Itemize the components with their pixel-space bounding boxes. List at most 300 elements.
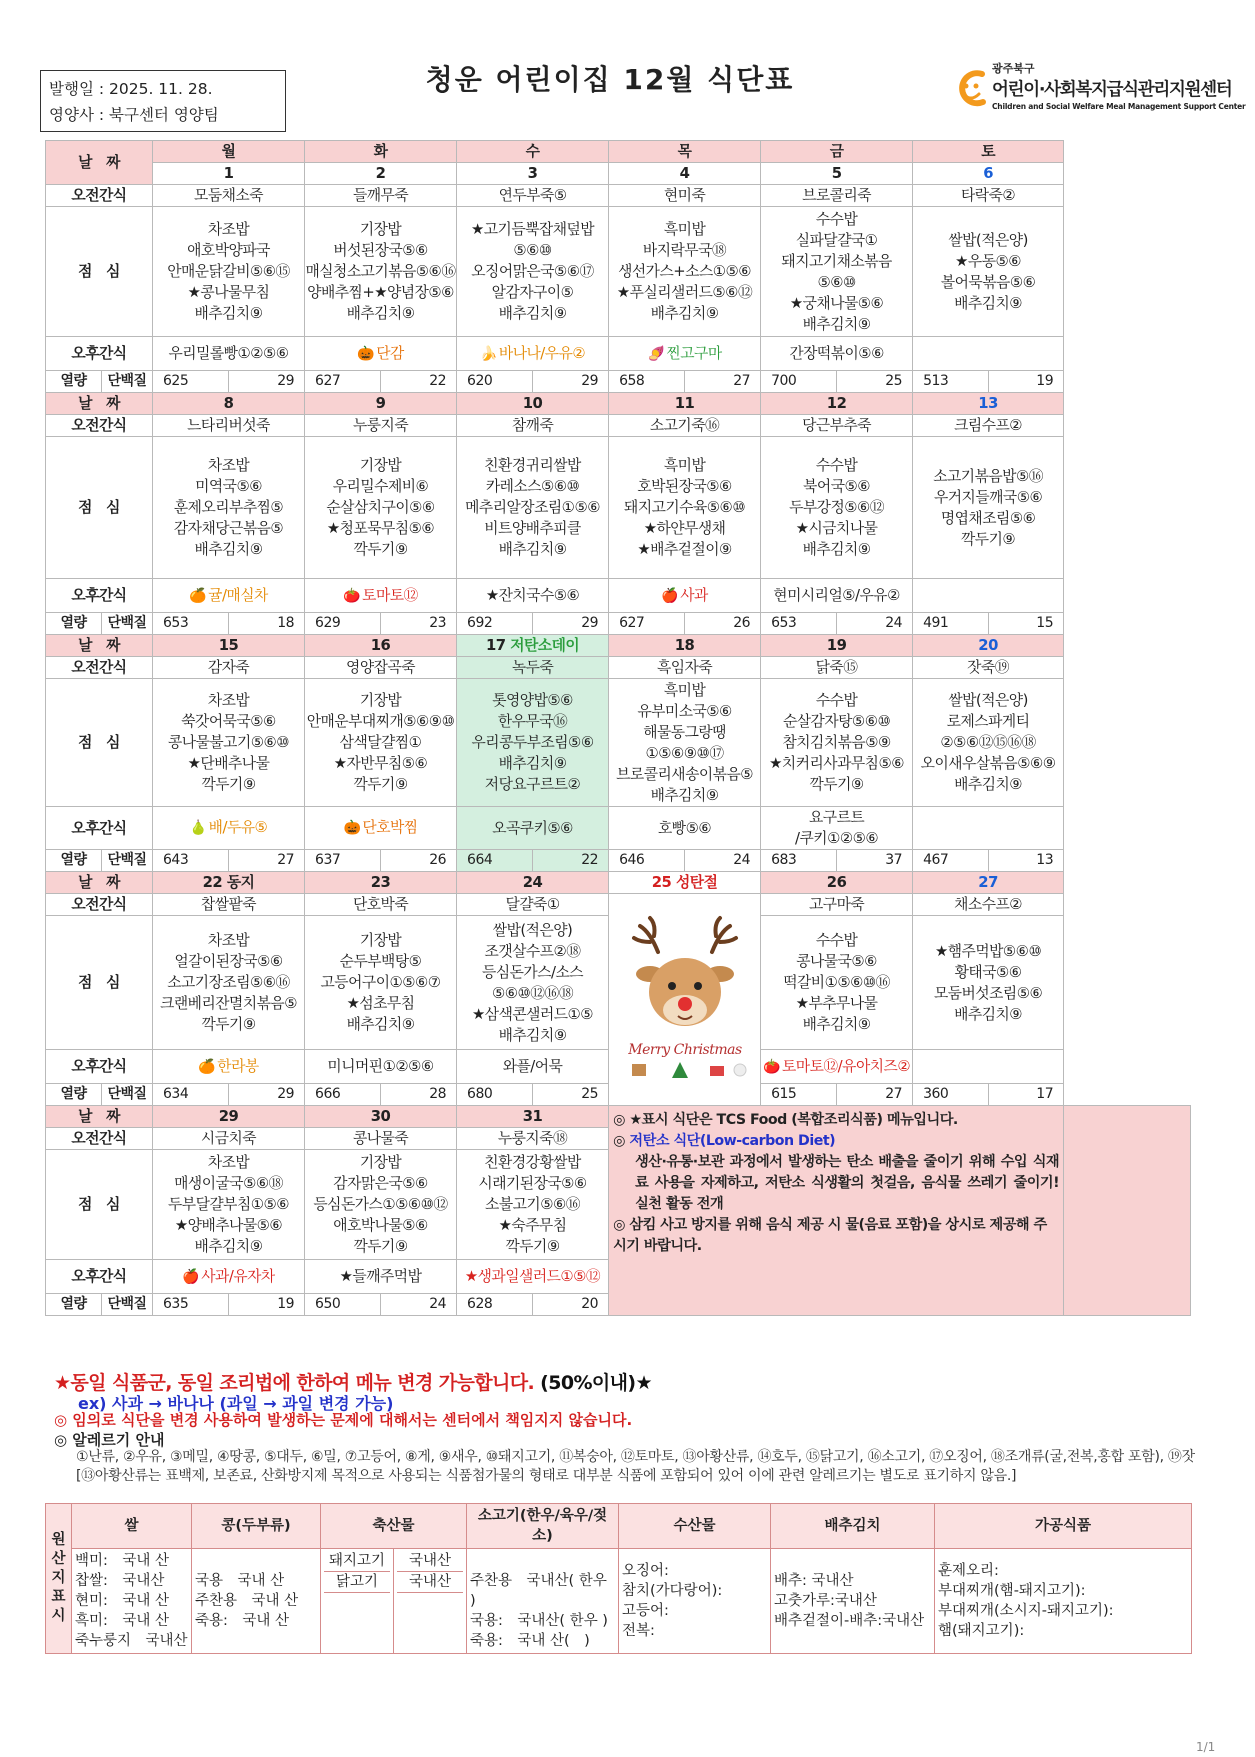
pm-snack-text: 한라봉 [217, 1057, 259, 1075]
pm-snack-text: 토마토⑫ [362, 586, 418, 604]
page-title: 청운 어린이집 12월 식단표 [425, 63, 795, 96]
lunch-menu [153, 437, 305, 579]
lunch-item: 수수밥 [815, 932, 858, 949]
origin-livestock-origin-item: 국내산 [397, 1572, 463, 1593]
am-snack: 크림수프② [913, 415, 1064, 437]
am-snack-label: 오전간식 [46, 657, 153, 679]
lunch-item: 깍두기⑨ [505, 1238, 560, 1255]
protein-value: 27 [685, 371, 761, 393]
lunch-menu [761, 437, 913, 579]
lunch-item: 깍두기⑨ [353, 776, 408, 793]
lunch-item: 우리밀수제비⑥ [332, 478, 429, 495]
date-cell: 19 [761, 635, 913, 657]
protein-label: 단백질 [102, 850, 153, 872]
am-snack: 당근부추죽 [761, 415, 913, 437]
lunch-item: 안매운닭갈비⑤⑥⑮ [167, 263, 290, 280]
kcal-value: 653 [761, 613, 837, 635]
pm-snack [153, 1260, 305, 1294]
date-cell: 25 성탄절 [609, 872, 761, 894]
lunch-item: 배추김치⑨ [194, 541, 263, 558]
date-cell: 31 [457, 1106, 609, 1128]
kcal-value: 658 [609, 371, 685, 393]
page-number: 1/1 [1196, 1740, 1216, 1754]
kcal-value: 628 [457, 1294, 533, 1316]
pm-snack [305, 807, 457, 850]
protein-value: 13 [989, 850, 1064, 872]
fruit-icon: 🍅 [343, 587, 361, 604]
center-logo [952, 58, 1246, 128]
pm-snack [761, 337, 913, 371]
date-cell: 4 [609, 163, 761, 185]
lunch-item: 쑥갓어묵국⑤⑥ [181, 713, 276, 730]
day-header: 월 [153, 141, 305, 163]
protein-value: 26 [685, 613, 761, 635]
am-snack: 느타리버섯죽 [153, 415, 305, 437]
pm-snack-text: 토마토⑫/유아치즈② [782, 1057, 911, 1075]
lunch-item: 배추김치⑨ [802, 541, 871, 558]
lunch-item: ★햄주먹밥⑤⑥⑩ [934, 942, 1042, 960]
lunch-item: 흑미밥 [663, 681, 706, 699]
pm-snack [761, 807, 913, 850]
lunch-item: 참치김치볶음⑤⑨ [782, 734, 891, 751]
protein-value: 20 [533, 1294, 609, 1316]
kcal-label: 열량 [46, 371, 102, 393]
pm-snack-text: ★생과일샐러드①⑤⑫ [464, 1268, 601, 1285]
kcal-label: 열량 [46, 613, 102, 635]
pm-snack-text: 사과 [680, 586, 708, 604]
am-snack: 참깨죽 [457, 415, 609, 437]
kcal-value: 467 [913, 850, 989, 872]
kcal-label: 열량 [46, 1294, 102, 1316]
lunch-item: 수수밥 [815, 692, 858, 709]
lunch-menu [305, 916, 457, 1050]
lunch-item: ★콩나물무침 [187, 284, 270, 301]
change-example: ex) 사과 → 바나나 (과일 → 과일 변경 가능) [78, 1394, 394, 1413]
lunch-item: 오이새우살볶음⑤⑥⑨ [920, 755, 1056, 772]
date-cell: 23 [305, 872, 457, 894]
lunch-item: 생선가스+소스①⑤⑥ [618, 263, 752, 280]
lunch-item: 배추김치⑨ [498, 1026, 567, 1044]
pm-snack-label: 오후간식 [46, 337, 153, 371]
lunch-label: 점 심 [46, 437, 153, 579]
lunch-item: ★우동⑤⑥ [955, 252, 1022, 270]
date-cell: 10 [457, 393, 609, 415]
am-snack: 콩나물죽 [305, 1128, 457, 1150]
fruit-icon: 🍅 [763, 1058, 780, 1075]
kcal-value: 653 [153, 613, 229, 635]
lunch-item: 감자채당근볶음⑤ [173, 520, 284, 537]
lunch-item: 배추김치⑨ [954, 776, 1023, 793]
lunch-item: 배추김치⑨ [194, 305, 263, 322]
lunch-menu [457, 437, 609, 579]
protein-value: 17 [989, 1084, 1064, 1106]
kcal-value: 635 [153, 1294, 229, 1316]
lunch-item: 비트양배추피클 [484, 520, 581, 537]
pm-snack-text: 미니머핀①②⑤⑥ [327, 1058, 434, 1075]
lunch-item: ★섬초무침 [346, 995, 415, 1012]
origin-header-livestock: 축산물 [321, 1504, 467, 1549]
origin-bean-item: 죽용: 국내 산 [195, 1613, 290, 1629]
lunch-item: 모둠버섯조림⑤⑥ [933, 984, 1043, 1002]
protein-value: 27 [229, 850, 305, 872]
origin-rice-item: 흑미: 국내 산 [75, 1613, 170, 1629]
lunch-item: 배추김치⑨ [498, 755, 567, 772]
lunch-item: 소고기장조림⑤⑥⑯ [167, 974, 290, 991]
am-snack: 영양잡곡죽 [305, 657, 457, 679]
pm-snack-text: 찐고구마 [666, 344, 722, 362]
lunch-item: 유부미소국⑤⑥ [637, 702, 732, 720]
pm-snack [305, 1050, 457, 1084]
logo-name: 어린이·사회복지급식관리지원센터 [992, 80, 1232, 100]
pm-snack-text: ★들깨주먹밥 [339, 1268, 422, 1285]
issue-box [40, 70, 286, 132]
lunch-menu [305, 1150, 457, 1260]
lunch-item: ⑤⑥⑩ [817, 273, 856, 291]
protein-value: 37 [837, 850, 913, 872]
pm-snack [457, 807, 609, 850]
date-cell: 15 [153, 635, 305, 657]
pm-snack-text: 요구르트 /쿠키①②⑤⑥ [795, 809, 879, 847]
pm-snack-text: 사과/유자차 [201, 1267, 275, 1285]
lunch-item: 떡갈비①⑤⑥⑩⑯ [783, 974, 890, 991]
meal-table [45, 140, 1191, 1316]
lunch-item: 배추김치⑨ [346, 305, 415, 322]
lunch-item: 두부강정⑤⑥⑫ [789, 499, 885, 516]
note-tcs: ◎ ★표시 식단은 TCS Food (복합조리식품) 메뉴입니다. [613, 1112, 958, 1128]
lunch-item: 안매운부대찌개⑤⑥⑨⑩ [306, 713, 455, 730]
origin-fish [619, 1549, 771, 1654]
pm-snack-label: 오후간식 [46, 807, 153, 850]
kcal-value: 620 [457, 371, 533, 393]
lunch-item: ★고기듬뿍잡채덮밥 [470, 221, 595, 238]
date-cell: 22 동지 [153, 872, 305, 894]
day-header: 수 [457, 141, 609, 163]
date-cell: 17 저탄소데이 [457, 635, 609, 657]
lunch-item: ⑤⑥⑩⑫⑯⑱ [491, 984, 574, 1002]
pm-snack-label: 오후간식 [46, 1050, 153, 1084]
origin-header-rice: 쌀 [72, 1504, 192, 1549]
pm-snack [457, 579, 609, 613]
origin-beef-item: 죽용: 국내 산( ) [470, 1633, 590, 1649]
lunch-item: 깍두기⑨ [961, 530, 1016, 548]
kcal-value: 637 [305, 850, 381, 872]
allergy-title: ◎ 알레르기 안내 [54, 1431, 165, 1449]
am-snack: 현미죽 [609, 185, 761, 207]
protein-value: 24 [685, 850, 761, 872]
origin-side-label: 원 산 지 표 시 [46, 1504, 72, 1654]
lunch-item: 돼지고기수육⑤⑥⑩ [624, 499, 746, 516]
lunch-item: ★청포묵무침⑤⑥ [326, 520, 435, 537]
lunch-menu [913, 207, 1064, 337]
pm-snack [457, 1260, 609, 1294]
lunch-item: 황태국⑤⑥ [954, 963, 1022, 981]
pm-snack-text: 간장떡볶이⑤⑥ [789, 345, 884, 362]
am-snack: 누룽지죽⑱ [457, 1128, 609, 1150]
date-cell: 11 [609, 393, 761, 415]
origin-rice-item: 찹쌀: 국내산 [75, 1573, 165, 1589]
date-cell: 18 [609, 635, 761, 657]
am-snack-label: 오전간식 [46, 894, 153, 916]
lunch-item: 감자맑은국⑤⑥ [333, 1175, 428, 1192]
lunch-menu [913, 437, 1064, 579]
kcal-value: 692 [457, 613, 533, 635]
pm-snack [761, 1050, 913, 1084]
lunch-item: 친환경강황쌀밥 [484, 1154, 581, 1171]
lunch-menu [457, 679, 609, 807]
lunch-item: 차조밥 [207, 692, 250, 709]
pm-snack [609, 579, 761, 613]
kcal-value: 634 [153, 1084, 229, 1106]
lunch-item: 배추김치⑨ [498, 541, 567, 558]
lunch-item: 한우무국⑯ [497, 713, 568, 730]
lunch-item: 두부달걀부침①⑤⑥ [167, 1196, 290, 1213]
am-snack: 모둠채소죽 [153, 185, 305, 207]
pm-snack [609, 807, 761, 850]
origin-kimchi-item: 고춧가루:국내산 [774, 1593, 877, 1609]
pm-snack-label: 오후간식 [46, 1260, 153, 1294]
origin-bean-item: 주찬용 국내 산 [195, 1593, 299, 1609]
lunch-item: 애호박양파국 [187, 242, 270, 259]
am-snack: 연두부죽⑤ [457, 185, 609, 207]
lunch-menu [153, 679, 305, 807]
lunch-item: 차조밥 [207, 1154, 250, 1171]
lunch-item: 흑미밥 [663, 457, 706, 474]
lunch-menu [305, 207, 457, 337]
christmas-cell [609, 894, 761, 1106]
lunch-item: 매실청소고기볶음⑤⑥⑯ [305, 263, 456, 280]
date-cell: 3 [457, 163, 609, 185]
lunch-item: 브로콜리새송이볶음⑤ [616, 765, 754, 783]
protein-value: 24 [837, 613, 913, 635]
protein-value: 22 [381, 371, 457, 393]
origin-beef-item: 주찬용 국내산( 한우 ) [470, 1573, 607, 1609]
note-choking: ◎ 삼킴 사고 방지를 위해 음식 제공 시 물(음료 포함)을 상시로 제공해 주시기 바랍니다. [613, 1217, 1047, 1254]
protein-label: 단백질 [102, 1084, 153, 1106]
am-snack: 잣죽⑲ [913, 657, 1064, 679]
date-cell: 20 [913, 635, 1064, 657]
am-snack: 닭죽⑮ [761, 657, 913, 679]
date-cell: 8 [153, 393, 305, 415]
pm-snack-text: ★잔치국수⑤⑥ [485, 587, 580, 604]
date-cell: 13 [913, 393, 1064, 415]
lunch-item: ★치커리사과무침⑤⑥ [769, 755, 905, 772]
pm-snack-text: 호빵⑤⑥ [658, 819, 712, 837]
date-cell: 1 [153, 163, 305, 185]
lunch-item: 차조밥 [207, 221, 250, 238]
am-snack: 시금치죽 [153, 1128, 305, 1150]
pm-snack-text: 단호박찜 [362, 819, 418, 836]
lunch-menu [913, 916, 1064, 1050]
origin-rice-item: 백미: 국내 산 [75, 1553, 170, 1569]
lunch-item: 깍두기⑨ [353, 1238, 408, 1255]
origin-rice [72, 1549, 192, 1654]
origin-kimchi-item: 배추: 국내산 [774, 1573, 854, 1589]
pm-snack [457, 1050, 609, 1084]
protein-value: 29 [533, 371, 609, 393]
lunch-item: 톳영양밥⑤⑥ [492, 692, 573, 709]
pm-snack [913, 337, 1064, 371]
lunch-item: 배추김치⑨ [194, 1238, 263, 1255]
kcal-value: 360 [913, 1084, 989, 1106]
lunch-menu [609, 207, 761, 337]
pm-snack-text: 바나나/우유② [498, 344, 586, 362]
lunch-item: 배추김치⑨ [498, 305, 567, 322]
lunch-item: ★부추무나물 [795, 995, 878, 1012]
merry-christmas-text: Merry Christmas [627, 1041, 742, 1058]
lunch-item: 배추김치⑨ [650, 786, 719, 804]
lunch-item: 깍두기⑨ [201, 776, 256, 793]
origin-fish-item: 오징어: [622, 1563, 669, 1579]
lunch-item: 알감자구이⑤ [491, 284, 574, 301]
origin-fish-item: 참치(가다랑어): [622, 1583, 723, 1599]
lunch-label: 점 심 [46, 916, 153, 1050]
day-header: 목 [609, 141, 761, 163]
lunch-item: 흑미밥 [663, 221, 706, 238]
lunch-item: 소불고기⑤⑥⑯ [485, 1196, 581, 1213]
lunch-item: 바지락무국⑱ [642, 242, 727, 259]
fruit-icon: 🎃 [343, 820, 361, 836]
lunch-menu [153, 207, 305, 337]
pm-snack [761, 579, 913, 613]
lunch-label: 점 심 [46, 1150, 153, 1260]
lunch-item: 로제스파게티 [946, 713, 1030, 730]
origin-bean [192, 1549, 321, 1654]
lunch-item: 배추김치⑨ [346, 1016, 415, 1033]
lunch-item: 우리콩두부조림⑤⑥ [471, 734, 594, 751]
responsibility-warning: ◎ 임의로 식단을 변경 사용하여 발생하는 문제에 대해서는 센터에서 책임지지 않습니다. [54, 1411, 633, 1429]
lunch-menu [913, 679, 1064, 807]
lunch-item: ②⑤⑥⑫⑮⑯⑱ [940, 734, 1036, 751]
date-cell: 24 [457, 872, 609, 894]
am-snack-label: 오전간식 [46, 415, 153, 437]
lunch-item: 얼갈이된장국⑤⑥ [174, 953, 283, 970]
kcal-label: 열량 [46, 1084, 102, 1106]
lunch-item: ★하얀무생채 [643, 520, 726, 537]
lunch-item: 실파달걀국① [795, 231, 878, 249]
origin-processed-item: 햄(돼지고기): [938, 1623, 1025, 1639]
lunch-item: 우거지들깨국⑤⑥ [933, 488, 1043, 506]
lunch-item: 볼어묵볶음⑤⑥ [940, 273, 1036, 291]
lunch-menu [609, 679, 761, 807]
origin-header-beef: 소고기(한우/육우/젖소) [467, 1504, 619, 1549]
dietitian: 영양사 : 북구센터 영양팀 [49, 106, 219, 124]
origin-header-fish: 수산물 [619, 1504, 771, 1549]
date-cell: 30 [305, 1106, 457, 1128]
am-snack: 타락죽② [913, 185, 1064, 207]
lunch-item: 명엽채조림⑤⑥ [940, 509, 1036, 527]
lunch-item: 오징어맑은국⑤⑥⑰ [471, 263, 594, 280]
protein-value: 25 [837, 371, 913, 393]
kcal-value: 629 [305, 613, 381, 635]
kcal-value: 646 [609, 850, 685, 872]
pm-snack [153, 337, 305, 371]
lunch-item: 미역국⑤⑥ [195, 478, 262, 495]
pm-snack [609, 337, 761, 371]
lunch-item: 깍두기⑨ [201, 1016, 256, 1033]
lunch-item: ★시금치나물 [795, 520, 878, 537]
lunch-item: 깍두기⑨ [353, 541, 408, 558]
origin-processed-item: 훈제오리: [938, 1563, 999, 1579]
change-banner-text: ★동일 식품군, 동일 조리법에 한하여 메뉴 변경 가능합니다. [54, 1372, 535, 1394]
date-cell: 26 [761, 872, 913, 894]
lunch-item: 시래기된장국⑤⑥ [478, 1175, 587, 1192]
origin-livestock-item: 돼지고기 [324, 1551, 390, 1572]
origin-processed [935, 1549, 1192, 1654]
lunch-item: 수수밥 [815, 457, 858, 474]
kcal-value: 643 [153, 850, 229, 872]
kcal-value: 664 [457, 850, 533, 872]
date-label: 날 짜 [46, 141, 153, 185]
lunch-menu [761, 207, 913, 337]
pm-snack-text: 현미시리얼⑤/우유② [773, 587, 900, 604]
lunch-item: ★배추겉절이⑨ [637, 541, 732, 558]
origin-bean-item: 국용 국내 산 [195, 1573, 285, 1589]
origin-livestock-origin-item: 국내산 [397, 1551, 463, 1572]
pm-snack-text: 귤/매실차 [208, 586, 268, 604]
lunch-item: 배추김치⑨ [802, 315, 871, 333]
lunch-item: 등심돈가스①⑤⑥⑩⑫ [313, 1196, 448, 1213]
lunch-item: 돼지고기채소볶음 [781, 252, 892, 270]
protein-value: 19 [989, 371, 1064, 393]
lunch-item: 호박된장국⑤⑥ [637, 478, 732, 495]
protein-value: 26 [381, 850, 457, 872]
origin-beef-item: 국용: 국내산( 한우 ) [470, 1613, 608, 1629]
lunch-item: 등심돈가스/소스 [482, 963, 584, 981]
lunch-menu [305, 679, 457, 807]
origin-livestock-item: 닭고기 [324, 1572, 390, 1593]
kcal-value: 666 [305, 1084, 381, 1106]
pm-snack [153, 579, 305, 613]
lunch-item: ⑤⑥⑩ [513, 242, 552, 259]
date-cell: 27 [913, 872, 1064, 894]
lunch-item: 수수밥 [815, 210, 858, 228]
pm-snack [913, 807, 1064, 850]
protein-value: 24 [381, 1294, 457, 1316]
am-snack-label: 오전간식 [46, 1128, 153, 1150]
kcal-value: 650 [305, 1294, 381, 1316]
protein-value: 22 [533, 850, 609, 872]
day-header: 토 [913, 141, 1064, 163]
lunch-item: 순살감자탕⑤⑥⑩ [782, 713, 891, 730]
day-header: 금 [761, 141, 913, 163]
lunch-item: 기장밥 [359, 1154, 402, 1171]
date-label: 날 짜 [46, 872, 153, 894]
lunch-item: 양배추찜+★양념장⑤⑥ [307, 284, 454, 301]
fruit-icon: 🍎 [661, 587, 679, 604]
am-snack: 들깨무죽 [305, 185, 457, 207]
protein-value: 19 [229, 1294, 305, 1316]
lunch-item: ★자반무침⑤⑥ [333, 755, 428, 772]
lunch-item: ★양배추나물⑤⑥ [174, 1217, 283, 1234]
lunch-item: 고등어구이①⑤⑥⑦ [320, 974, 441, 991]
lunch-item: 기장밥 [359, 457, 402, 474]
pm-snack [913, 1050, 1064, 1084]
lunch-item: ①⑤⑥⑨⑩⑰ [645, 744, 724, 762]
protein-value: 29 [229, 371, 305, 393]
am-snack: 채소수프② [913, 894, 1064, 916]
lunch-item: 삼색달걀찜① [339, 734, 422, 751]
lunch-item: ★궁채나물⑤⑥ [789, 294, 884, 312]
date-label: 날 짜 [46, 635, 153, 657]
fruit-icon: 🍊 [198, 1058, 216, 1075]
lunch-item: ★단배추나물 [187, 755, 270, 772]
lunch-menu [761, 916, 913, 1050]
lunch-menu [153, 1150, 305, 1260]
protein-value: 23 [381, 613, 457, 635]
lunch-item: 배추김치⑨ [802, 1016, 871, 1033]
kcal-value: 680 [457, 1084, 533, 1106]
logo-region: 광주북구 [992, 62, 1035, 75]
